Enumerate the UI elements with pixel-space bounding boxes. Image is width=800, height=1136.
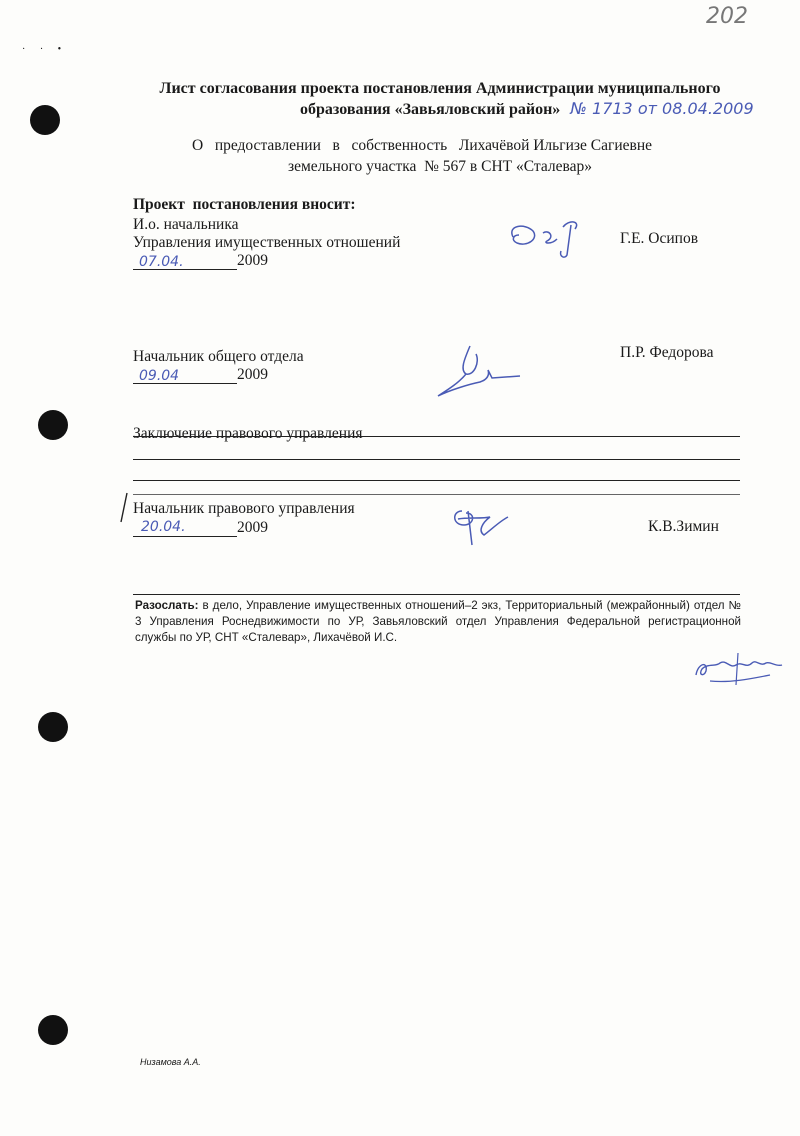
document-author: Низамова А.А. <box>140 1057 201 1067</box>
punch-hole <box>30 105 60 135</box>
page-number: 202 <box>706 4 748 29</box>
signature-fedorova <box>430 340 525 405</box>
scan-specks: · · • <box>22 44 68 55</box>
legal-conclusion-label: Заключение правового управления <box>133 425 363 442</box>
conclusion-line <box>133 459 740 460</box>
legal-position: Начальник правового управления <box>133 500 355 517</box>
handwritten-decree-number: № 1713 от 08.04.2009 <box>570 99 754 118</box>
general-dept-date-handwritten: 09.04 <box>139 368 180 384</box>
legal-date-handwritten: 20.04. <box>141 519 186 535</box>
signature-osipov <box>505 215 590 260</box>
submitter-year: 2009 <box>237 252 268 269</box>
general-dept-year: 2009 <box>237 366 268 383</box>
distribution-line <box>133 594 740 595</box>
general-dept-name: П.Р. Федорова <box>620 344 714 361</box>
signature-approval <box>690 645 785 690</box>
date-underline <box>133 536 237 537</box>
punch-hole <box>38 712 68 742</box>
document-title-line1: Лист согласования проекта постановления Администрации муниципального <box>159 80 721 97</box>
punch-hole <box>38 1015 68 1045</box>
conclusion-line <box>133 494 740 495</box>
submitter-position-line2: Управления имущественных отношений <box>133 234 401 251</box>
general-dept-position: Начальник общего отдела <box>133 348 304 365</box>
signature-zimin <box>448 505 518 550</box>
distribution-text: в дело, Управление имущественных отношений–2 экз, Территориальный (межрайонный) отдел № 3 Управления Роснедвижимости по УР, Завьяловский отдел Управления Федеральной регистрационной службы по УР, СНТ «Сталевар», Лихачёвой И.С. <box>135 599 741 644</box>
legal-name: К.В.Зимин <box>648 518 719 535</box>
conclusion-line <box>133 480 740 481</box>
subject-line2: земельного участка № 567 в СНТ «Сталевар» <box>288 158 592 175</box>
title-text: образования «Завьяловский район» <box>300 101 561 118</box>
document-title-line2 <box>300 98 754 121</box>
general-dept-date <box>133 366 273 386</box>
submitter-date <box>133 252 273 272</box>
submitter-position-line1: И.о. начальника <box>133 216 239 233</box>
punch-hole <box>38 410 68 440</box>
legal-year: 2009 <box>237 519 268 536</box>
date-underline <box>133 269 237 270</box>
submitter-date-handwritten: 07.04. <box>139 254 184 270</box>
conclusion-line <box>133 436 740 437</box>
margin-pen-stroke <box>118 492 130 529</box>
subject-line1: О предоставлении в собственность Лихачёвой Ильгизе Сагиевне <box>192 137 653 154</box>
distribution-block <box>135 598 741 646</box>
date-underline <box>133 383 237 384</box>
distribution-label: Разослать: <box>135 599 199 612</box>
submitter-name: Г.Е. Осипов <box>620 230 699 247</box>
legal-date <box>133 519 273 539</box>
submitter-heading: Проект постановления вносит: <box>133 196 356 213</box>
